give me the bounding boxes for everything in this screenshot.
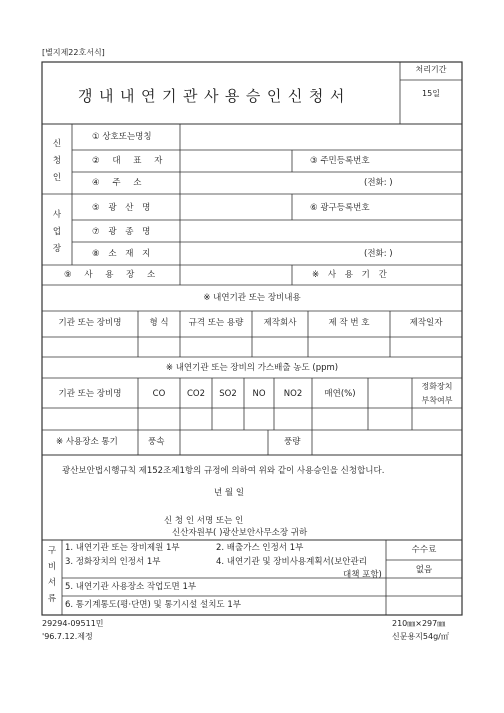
- declaration-text: 광산보안법시행규칙 제152조제1항의 규정에 의하여 위와 같이 사용승인을 신청합니다.: [62, 466, 385, 476]
- paper-size: 210㎜×297㎜: [392, 619, 446, 628]
- applicant-signature[interactable]: 신 청 인 서명 또는 인: [164, 516, 244, 526]
- mine-name-label: ⑤ 광 산 명: [92, 203, 154, 213]
- equipment-section-title: ※ 내연기관 또는 장비내용: [203, 293, 301, 303]
- equip-header-serial: 제 작 번 호: [328, 318, 370, 328]
- representative-label: ② 대 표 자: [92, 156, 168, 166]
- recipient: 신산자원부( )광산보안사무소장 귀하: [172, 528, 308, 538]
- business-phone[interactable]: (전화: ): [364, 249, 393, 259]
- business-group-char: 장: [52, 244, 62, 254]
- air-volume-field[interactable]: [312, 432, 462, 453]
- emis-header-smoke: 매연(%): [324, 389, 356, 399]
- resident-number-label: ③ 주민등록번호: [310, 156, 370, 166]
- document-item: 대책 포함): [343, 570, 382, 580]
- business-group-label: [50, 207, 64, 258]
- equip-header-spec: 규격 또는 용량: [188, 318, 244, 328]
- emis-header-co: CO: [152, 389, 166, 399]
- documents-group-char: 구: [47, 546, 57, 556]
- applicant-group-char: 인: [52, 173, 62, 183]
- wind-speed-field[interactable]: [180, 432, 268, 453]
- equip-header-maker: 제작회사: [263, 318, 297, 328]
- document-item: 5. 내연기관 사용장소 작업도면 1부: [65, 582, 197, 592]
- location-field[interactable]: [180, 244, 360, 263]
- mine-registration-field[interactable]: [393, 196, 461, 218]
- processing-period-label: 처리기간: [415, 65, 447, 74]
- revision-date: '96.7.12.제정: [42, 632, 93, 641]
- equip-header-name: 기관 또는 장비명: [58, 318, 122, 328]
- emis-header-no: NO: [252, 389, 266, 399]
- address-field[interactable]: [180, 174, 360, 192]
- equip-header-type: 형 식: [149, 318, 169, 328]
- emis-header-so2: SO2: [219, 389, 237, 399]
- applicant-group-label: [50, 136, 64, 187]
- documents-group-char: 비: [47, 562, 57, 572]
- declaration-date[interactable]: 년 월 일: [214, 488, 245, 498]
- applicant-group-char: 신: [52, 139, 62, 149]
- usage-period-label: ※ 사 용 기 간: [312, 270, 390, 280]
- form-code: 29294-09511민: [42, 619, 104, 628]
- fee-label: 수수료: [411, 545, 437, 555]
- emis-header-purifier: 정화장치: [421, 382, 453, 391]
- emis-header-co2: CO2: [186, 389, 206, 399]
- ventilation-label: ※ 사용장소 통기: [56, 437, 118, 447]
- mineral-type-label: ⑦ 광 종 명: [92, 227, 154, 237]
- form-number: [별지제22호서식]: [42, 48, 105, 57]
- equip-header-date: 제작일자: [409, 318, 443, 328]
- usage-period-field[interactable]: [370, 267, 460, 283]
- emis-header-attached: 부착여부: [421, 396, 453, 405]
- emis-header-no2: NO2: [283, 389, 303, 399]
- company-name-field[interactable]: [180, 126, 462, 148]
- documents-group-char: 류: [47, 594, 57, 604]
- document-item: 6. 통기계통도(평·단면) 및 통기시설 설치도 1부: [65, 600, 241, 610]
- air-volume-label: 풍량: [284, 437, 301, 447]
- processing-period-value: 15일: [422, 89, 440, 98]
- representative-field[interactable]: [180, 152, 290, 170]
- fee-value: 없음: [415, 565, 433, 575]
- document-item: 2. 배출가스 인정서 1부: [216, 543, 304, 553]
- applicant-group-char: 청: [52, 156, 62, 166]
- business-group-char: 업: [52, 227, 62, 237]
- wind-speed-label: 풍속: [148, 437, 165, 447]
- usage-place-label: ⑨ 사 용 장 소: [64, 270, 161, 280]
- equipment-entry-row[interactable]: [42, 338, 462, 356]
- emission-entry-row[interactable]: [42, 409, 462, 429]
- mineral-type-field[interactable]: [180, 222, 462, 240]
- location-label: ⑧ 소 재 지: [92, 249, 154, 259]
- applicant-phone[interactable]: (전화: ): [364, 178, 393, 188]
- emis-header-name: 기관 또는 장비명: [58, 389, 122, 399]
- document-item: 4. 내연기관 및 장비사용계획서(보안관리: [216, 557, 367, 567]
- document-item: 3. 정화장치의 인정서 1부: [65, 557, 161, 567]
- address-label: ④ 주 소: [92, 178, 147, 188]
- documents-group-label: [45, 543, 59, 607]
- paper-type: 신문용지54g/㎡: [392, 632, 449, 641]
- documents-group-char: 서: [47, 578, 57, 588]
- document-item: 1. 내연기관 또는 장비제원 1부: [65, 543, 180, 553]
- emission-section-title: ※ 내연기관 또는 장비의 가스배출 농도 (ppm): [165, 363, 339, 373]
- page-title: 갱내내연기관사용승인신청서: [78, 87, 351, 105]
- mine-name-field[interactable]: [180, 196, 290, 218]
- resident-number-field[interactable]: [393, 152, 461, 170]
- company-name-label: ① 상호또는명칭: [92, 132, 152, 142]
- business-group-char: 사: [52, 210, 62, 220]
- mine-registration-label: ⑥ 광구등록번호: [310, 203, 370, 213]
- usage-place-field[interactable]: [180, 267, 290, 283]
